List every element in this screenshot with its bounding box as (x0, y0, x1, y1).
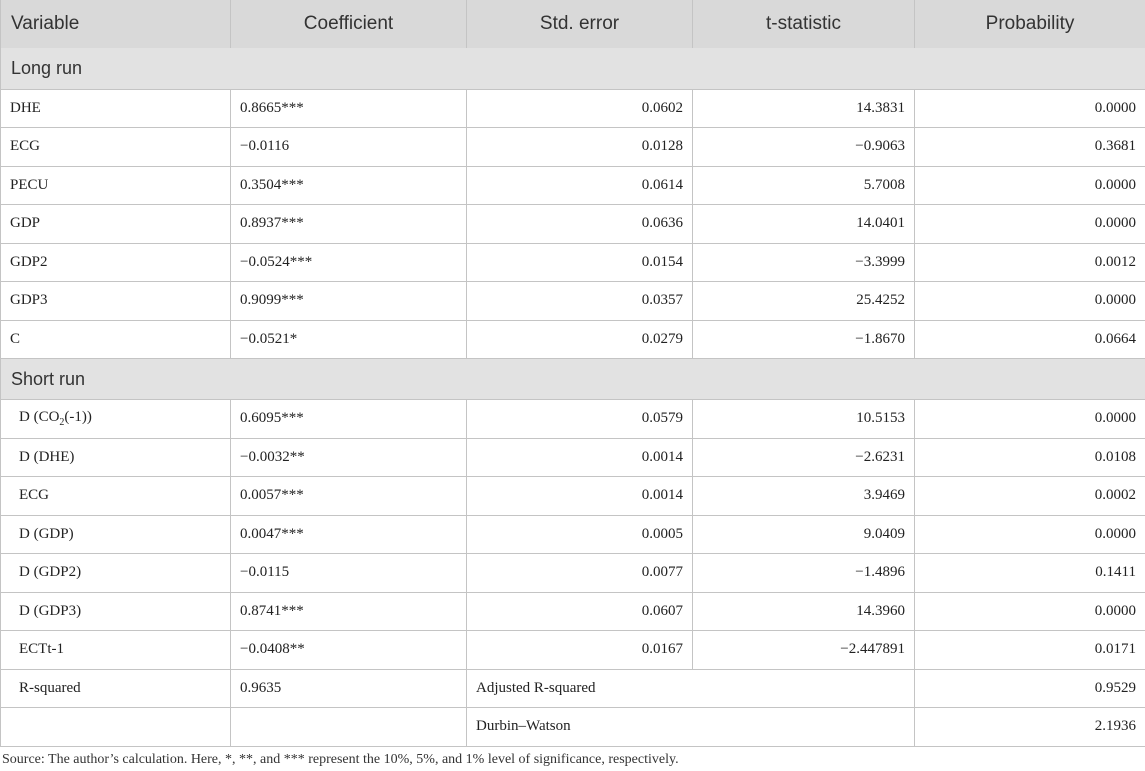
adj-r-squared-value: 0.9529 (915, 669, 1145, 708)
cell-coefficient: 0.8937*** (231, 205, 467, 244)
cell-std-error: 0.0357 (467, 282, 693, 321)
cell-probability: 0.0171 (915, 631, 1145, 670)
header-t-statistic: t-statistic (693, 0, 915, 48)
cell-t-statistic: −1.8670 (693, 320, 915, 359)
stats-row-durbin-watson (1, 708, 1145, 747)
section-short-run (1, 359, 1145, 400)
cell-t-statistic: 25.4252 (693, 282, 915, 321)
cell-variable: GDP3 (1, 282, 231, 321)
table-row (1, 477, 1145, 516)
table-row (1, 320, 1145, 359)
cell-variable: ECG (1, 477, 231, 516)
cell-probability: 0.0000 (915, 205, 1145, 244)
table-row (1, 166, 1145, 205)
stats-row-r-squared (1, 669, 1145, 708)
cell-t-statistic: 14.3831 (693, 89, 915, 128)
empty-cell (1, 708, 231, 747)
table-row (1, 438, 1145, 477)
cell-coefficient: −0.0408** (231, 631, 467, 670)
cell-coefficient: −0.0115 (231, 554, 467, 593)
header-coefficient: Coefficient (231, 0, 467, 48)
cell-probability: 0.0000 (915, 282, 1145, 321)
table-row (1, 282, 1145, 321)
cell-std-error: 0.0607 (467, 592, 693, 631)
cell-probability: 0.0108 (915, 438, 1145, 477)
durbin-watson-label: Durbin–Watson (467, 708, 915, 747)
cell-coefficient: 0.6095*** (231, 400, 467, 439)
cell-variable: ECG (1, 128, 231, 167)
table-row (1, 205, 1145, 244)
cell-t-statistic: 5.7008 (693, 166, 915, 205)
variable-suffix: (-1)) (64, 409, 92, 426)
cell-coefficient: 0.0047*** (231, 515, 467, 554)
cell-probability: 0.0000 (915, 592, 1145, 631)
cell-probability: 0.0012 (915, 243, 1145, 282)
cell-probability: 0.0000 (915, 89, 1145, 128)
cell-t-statistic: 14.0401 (693, 205, 915, 244)
header-std-error: Std. error (467, 0, 693, 48)
cell-std-error: 0.0014 (467, 438, 693, 477)
table-body (1, 48, 1145, 746)
cell-t-statistic: −2.6231 (693, 438, 915, 477)
table-row (1, 515, 1145, 554)
cell-variable: DHE (1, 89, 231, 128)
section-long-run (1, 48, 1145, 89)
cell-std-error: 0.0614 (467, 166, 693, 205)
cell-probability: 0.0002 (915, 477, 1145, 516)
cell-probability: 0.3681 (915, 128, 1145, 167)
header-row (1, 0, 1145, 48)
cell-coefficient: −0.0524*** (231, 243, 467, 282)
cell-coefficient: −0.0116 (231, 128, 467, 167)
cell-coefficient: 0.0057*** (231, 477, 467, 516)
variable-subscript: 2 (59, 417, 65, 429)
cell-std-error: 0.0602 (467, 89, 693, 128)
cell-std-error: 0.0077 (467, 554, 693, 593)
cell-variable: D (GDP2) (1, 554, 231, 593)
cell-std-error: 0.0014 (467, 477, 693, 516)
cell-variable: D (GDP) (1, 515, 231, 554)
cell-std-error: 0.0154 (467, 243, 693, 282)
section-label: Long run (1, 48, 1145, 89)
durbin-watson-value: 2.1936 (915, 708, 1145, 747)
cell-coefficient: 0.8665*** (231, 89, 467, 128)
r-squared-value: 0.9635 (231, 669, 467, 708)
cell-variable: C (1, 320, 231, 359)
table-row (1, 400, 1145, 439)
adj-r-squared-label: Adjusted R-squared (467, 669, 915, 708)
empty-cell (231, 708, 467, 747)
table-row (1, 243, 1145, 282)
table-row (1, 89, 1145, 128)
table-header (1, 0, 1145, 48)
table-row (1, 128, 1145, 167)
cell-variable (1, 400, 231, 439)
header-variable: Variable (1, 0, 231, 48)
cell-std-error: 0.0279 (467, 320, 693, 359)
source-note: Source: The author’s calculation. Here, *, **, and *** represent the 10%, 5%, and 1% level of significance, respectively. (2, 751, 679, 767)
cell-coefficient: 0.9099*** (231, 282, 467, 321)
section-label: Short run (1, 359, 1145, 400)
cell-std-error: 0.0636 (467, 205, 693, 244)
cell-t-statistic: −1.4896 (693, 554, 915, 593)
cell-variable: PECU (1, 166, 231, 205)
table-row (1, 592, 1145, 631)
cell-variable: D (DHE) (1, 438, 231, 477)
header-probability: Probability (915, 0, 1145, 48)
cell-t-statistic: −2.447891 (693, 631, 915, 670)
cell-std-error: 0.0579 (467, 400, 693, 439)
cell-t-statistic: −3.3999 (693, 243, 915, 282)
cell-coefficient: −0.0032** (231, 438, 467, 477)
r-squared-label: R-squared (1, 669, 231, 708)
cell-t-statistic: 10.5153 (693, 400, 915, 439)
cell-variable: GDP (1, 205, 231, 244)
cell-coefficient: 0.3504*** (231, 166, 467, 205)
cell-coefficient: 0.8741*** (231, 592, 467, 631)
cell-t-statistic: 9.0409 (693, 515, 915, 554)
cell-variable: D (GDP3) (1, 592, 231, 631)
cell-std-error: 0.0167 (467, 631, 693, 670)
cell-variable: GDP2 (1, 243, 231, 282)
cell-std-error: 0.0128 (467, 128, 693, 167)
cell-t-statistic: 14.3960 (693, 592, 915, 631)
cell-std-error: 0.0005 (467, 515, 693, 554)
table-row (1, 554, 1145, 593)
cell-probability: 0.0000 (915, 400, 1145, 439)
cell-probability: 0.1411 (915, 554, 1145, 593)
cell-probability: 0.0664 (915, 320, 1145, 359)
cell-probability: 0.0000 (915, 515, 1145, 554)
variable-prefix: D (CO (19, 409, 60, 426)
cell-probability: 0.0000 (915, 166, 1145, 205)
cell-t-statistic: −0.9063 (693, 128, 915, 167)
cell-variable: ECTt-1 (1, 631, 231, 670)
cell-t-statistic: 3.9469 (693, 477, 915, 516)
cell-coefficient: −0.0521* (231, 320, 467, 359)
table-row (1, 631, 1145, 670)
